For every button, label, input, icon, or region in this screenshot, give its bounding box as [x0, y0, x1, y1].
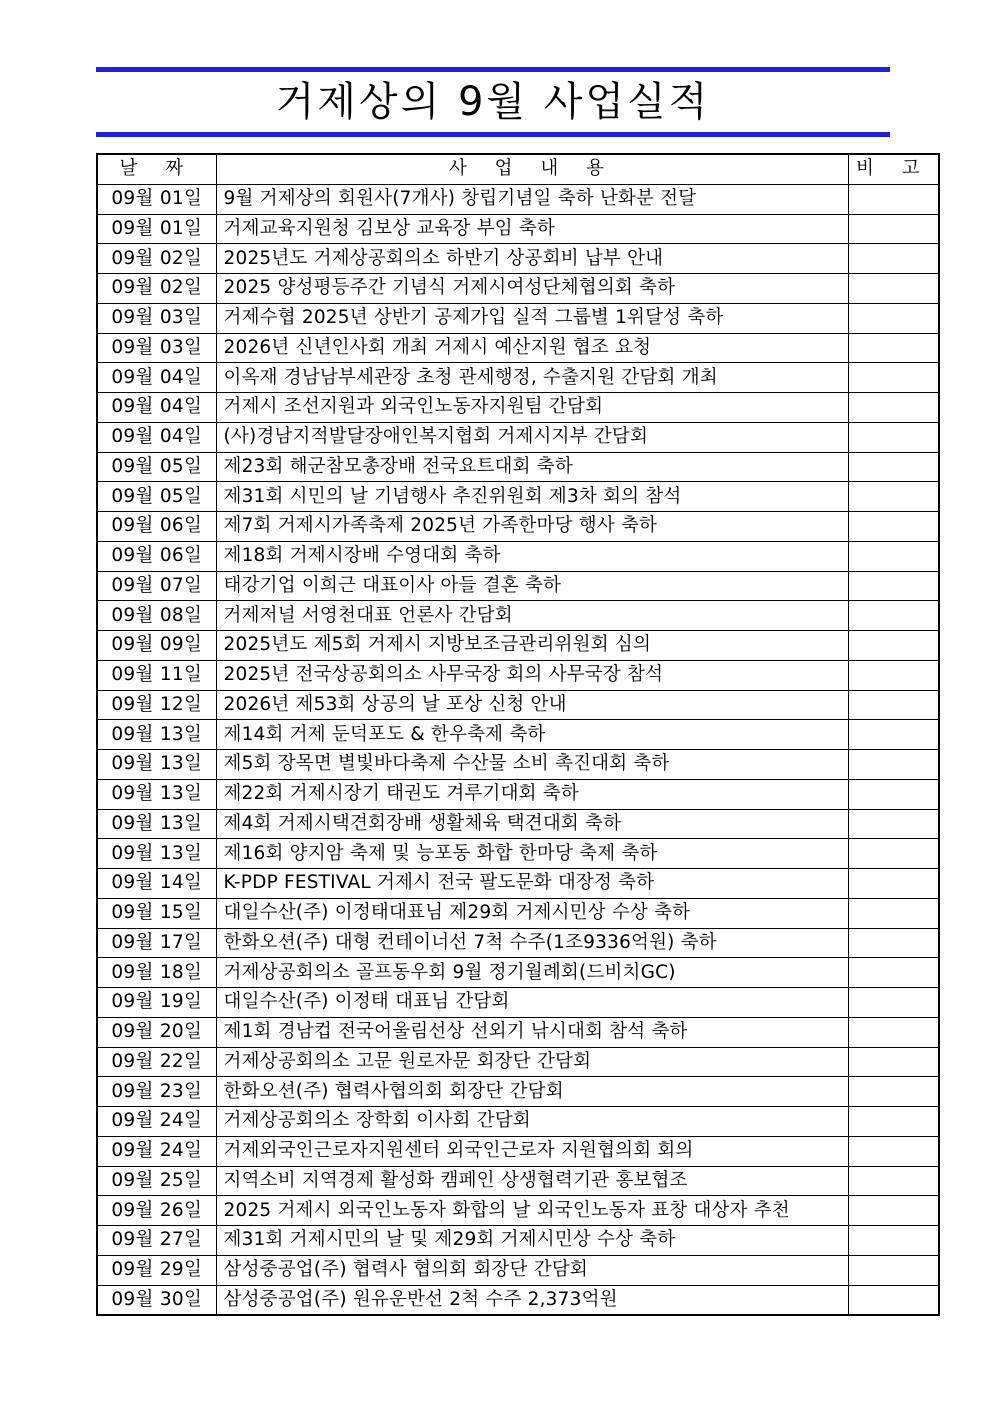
row-date: 09월 13일 — [97, 779, 216, 809]
row-note — [848, 1196, 939, 1226]
row-date: 09월 29일 — [97, 1255, 216, 1285]
row-content: 거제상공회의소 고문 원로자문 회장단 간담회 — [216, 1047, 848, 1077]
document-title: 거제상의 9월 사업실적 — [275, 79, 711, 125]
row-date: 09월 13일 — [97, 750, 216, 780]
table-header-row — [97, 154, 939, 184]
row-note — [848, 690, 939, 720]
row-content: 2025 거제시 외국인노동자 화합의 날 외국인노동자 표창 대상자 추천 — [216, 1196, 848, 1226]
row-content: 제14회 거제 둔덕포도 & 한우축제 축하 — [216, 720, 848, 750]
row-date: 09월 18일 — [97, 958, 216, 988]
row-note — [848, 393, 939, 423]
table-row — [97, 1285, 939, 1315]
title-top-rule — [96, 67, 890, 72]
row-date: 09월 06일 — [97, 541, 216, 571]
table-row — [97, 214, 939, 244]
row-date: 09월 12일 — [97, 690, 216, 720]
row-date: 09월 14일 — [97, 869, 216, 899]
table-row — [97, 988, 939, 1018]
row-note — [848, 601, 939, 631]
row-date: 09월 06일 — [97, 512, 216, 542]
row-content: 제16회 양지암 축제 및 능포동 화합 한마당 축제 축하 — [216, 839, 848, 869]
table-row — [97, 452, 939, 482]
row-content: 한화오션(주) 협력사협의회 회장단 간담회 — [216, 1077, 848, 1107]
row-note — [848, 571, 939, 601]
row-date: 09월 15일 — [97, 898, 216, 928]
row-note — [848, 928, 939, 958]
row-content: 거제상공회의소 골프동우회 9월 정기월례회(드비치GC) — [216, 958, 848, 988]
row-note — [848, 363, 939, 393]
table-row — [97, 571, 939, 601]
table-row — [97, 393, 939, 423]
row-date: 09월 24일 — [97, 1136, 216, 1166]
row-content: 태강기업 이희근 대표이사 아들 결혼 축하 — [216, 571, 848, 601]
row-note — [848, 274, 939, 304]
table-row — [97, 1107, 939, 1137]
row-content: (사)경남지적발달장애인복지협회 거제시지부 간담회 — [216, 422, 848, 452]
table-row — [97, 363, 939, 393]
row-content: 2026년 신년인사회 개최 거제시 예산지원 협조 요청 — [216, 333, 848, 363]
row-content: 삼성중공업(주) 협력사 협의회 회장단 간담회 — [216, 1255, 848, 1285]
row-content: 거제상공회의소 장학회 이사회 간담회 — [216, 1107, 848, 1137]
row-note — [848, 244, 939, 274]
row-content: 한화오션(주) 대형 컨테이너선 7척 수주(1조9336억원) 축하 — [216, 928, 848, 958]
row-content: 제31회 거제시민의 날 및 제29회 거제시민상 수상 축하 — [216, 1226, 848, 1256]
row-content: 제23회 해군참모총장배 전국요트대회 축하 — [216, 452, 848, 482]
row-note — [848, 809, 939, 839]
row-note — [848, 631, 939, 661]
table-row — [97, 601, 939, 631]
row-date: 09월 13일 — [97, 839, 216, 869]
table-row — [97, 512, 939, 542]
header-note: 비 고 — [848, 154, 939, 184]
table-row — [97, 750, 939, 780]
table-row — [97, 631, 939, 661]
row-note — [848, 1255, 939, 1285]
table-row — [97, 274, 939, 304]
row-note — [848, 1017, 939, 1047]
table-row — [97, 839, 939, 869]
row-note — [848, 1226, 939, 1256]
row-content: 거제교육지원청 김보상 교육장 부임 축하 — [216, 214, 848, 244]
row-note — [848, 214, 939, 244]
row-note — [848, 839, 939, 869]
row-content: 제31회 시민의 날 기념행사 추진위원회 제3차 회의 참석 — [216, 482, 848, 512]
row-note — [848, 422, 939, 452]
row-date: 09월 01일 — [97, 214, 216, 244]
row-date: 09월 02일 — [97, 244, 216, 274]
row-content: 제4회 거제시택견회장배 생활체육 택견대회 축하 — [216, 809, 848, 839]
row-content: 2025년도 제5회 거제시 지방보조금관리위원회 심의 — [216, 631, 848, 661]
row-content: 제1회 경남컵 전국어울림선상 선외기 낚시대회 참석 축하 — [216, 1017, 848, 1047]
row-date: 09월 22일 — [97, 1047, 216, 1077]
row-content: 대일수산(주) 이정태대표님 제29회 거제시민상 수상 축하 — [216, 898, 848, 928]
row-note — [848, 1285, 939, 1315]
row-note — [848, 512, 939, 542]
row-note — [848, 303, 939, 333]
table-row — [97, 333, 939, 363]
row-note — [848, 1047, 939, 1077]
row-date: 09월 08일 — [97, 601, 216, 631]
row-note — [848, 1136, 939, 1166]
row-content: 제18회 거제시장배 수영대회 축하 — [216, 541, 848, 571]
table-row — [97, 809, 939, 839]
row-note — [848, 660, 939, 690]
row-content: 2025년도 거제상공회의소 하반기 상공회비 납부 안내 — [216, 244, 848, 274]
activity-table — [96, 153, 940, 1316]
row-content: 2026년 제53회 상공의 날 포상 신청 안내 — [216, 690, 848, 720]
row-date: 09월 20일 — [97, 1017, 216, 1047]
row-content: 거제시 조선지원과 외국인노동자지원팀 간담회 — [216, 393, 848, 423]
row-date: 09월 24일 — [97, 1107, 216, 1137]
row-content: 거제외국인근로자지원센터 외국인근로자 지원협의회 회의 — [216, 1136, 848, 1166]
row-date: 09월 25일 — [97, 1166, 216, 1196]
row-date: 09월 26일 — [97, 1196, 216, 1226]
row-date: 09월 13일 — [97, 809, 216, 839]
table-row — [97, 244, 939, 274]
title-bottom-rule — [96, 132, 890, 137]
row-date: 09월 02일 — [97, 274, 216, 304]
table-row — [97, 1047, 939, 1077]
row-note — [848, 898, 939, 928]
row-note — [848, 1077, 939, 1107]
row-date: 09월 27일 — [97, 1226, 216, 1256]
row-note — [848, 869, 939, 899]
table-row — [97, 898, 939, 928]
table-row — [97, 541, 939, 571]
table-row — [97, 958, 939, 988]
row-content: 삼성중공업(주) 원유운반선 2척 수주 2,373억원 — [216, 1285, 848, 1315]
row-date: 09월 03일 — [97, 303, 216, 333]
row-note — [848, 1107, 939, 1137]
row-date: 09월 01일 — [97, 184, 216, 214]
row-date: 09월 13일 — [97, 720, 216, 750]
table-row — [97, 660, 939, 690]
row-content: 9월 거제상의 회원사(7개사) 창립기념일 축하 난화분 전달 — [216, 184, 848, 214]
row-date: 09월 23일 — [97, 1077, 216, 1107]
row-note — [848, 541, 939, 571]
header-content: 사 업 내 용 — [216, 154, 848, 184]
row-note — [848, 452, 939, 482]
row-date: 09월 03일 — [97, 333, 216, 363]
row-content: 제7회 거제시가족축제 2025년 가족한마당 행사 축하 — [216, 512, 848, 542]
row-note — [848, 333, 939, 363]
row-content: 거제수협 2025년 상반기 공제가입 실적 그룹별 1위달성 축하 — [216, 303, 848, 333]
table-row — [97, 1017, 939, 1047]
row-note — [848, 988, 939, 1018]
row-note — [848, 958, 939, 988]
row-date: 09월 30일 — [97, 1285, 216, 1315]
row-date: 09월 11일 — [97, 660, 216, 690]
row-date: 09월 04일 — [97, 393, 216, 423]
row-content: 거제저널 서영천대표 언론사 간담회 — [216, 601, 848, 631]
table-row — [97, 1166, 939, 1196]
row-content: 지역소비 지역경제 활성화 캠페인 상생협력기관 홍보협조 — [216, 1166, 848, 1196]
row-content: K-PDP FESTIVAL 거제시 전국 팔도문화 대장정 축하 — [216, 869, 848, 899]
row-date: 09월 04일 — [97, 422, 216, 452]
table-row — [97, 422, 939, 452]
row-content: 제22회 거제시장기 태권도 겨루기대회 축하 — [216, 779, 848, 809]
row-date: 09월 05일 — [97, 482, 216, 512]
row-note — [848, 184, 939, 214]
row-content: 대일수산(주) 이정태 대표님 간담회 — [216, 988, 848, 1018]
table-row — [97, 1196, 939, 1226]
row-date: 09월 09일 — [97, 631, 216, 661]
row-note — [848, 1166, 939, 1196]
row-date: 09월 05일 — [97, 452, 216, 482]
row-note — [848, 750, 939, 780]
row-content: 2025년 전국상공회의소 사무국장 회의 사무국장 참석 — [216, 660, 848, 690]
row-date: 09월 17일 — [97, 928, 216, 958]
table-row — [97, 1077, 939, 1107]
table-row — [97, 184, 939, 214]
table-row — [97, 1255, 939, 1285]
table-row — [97, 779, 939, 809]
row-note — [848, 720, 939, 750]
header-date: 날 짜 — [97, 154, 216, 184]
row-note — [848, 482, 939, 512]
row-date: 09월 04일 — [97, 363, 216, 393]
row-content: 이옥재 경남남부세관장 초청 관세행정, 수출지원 간담회 개최 — [216, 363, 848, 393]
row-date: 09월 07일 — [97, 571, 216, 601]
table-row — [97, 1226, 939, 1256]
row-content: 2025 양성평등주간 기념식 거제시여성단체협의회 축하 — [216, 274, 848, 304]
row-content: 제5회 장목면 별빛바다축제 수산물 소비 촉진대회 축하 — [216, 750, 848, 780]
row-note — [848, 779, 939, 809]
table-row — [97, 690, 939, 720]
table-row — [97, 869, 939, 899]
table-row — [97, 303, 939, 333]
table-row — [97, 482, 939, 512]
table-row — [97, 1136, 939, 1166]
table-row — [97, 720, 939, 750]
table-row — [97, 928, 939, 958]
row-date: 09월 19일 — [97, 988, 216, 1018]
